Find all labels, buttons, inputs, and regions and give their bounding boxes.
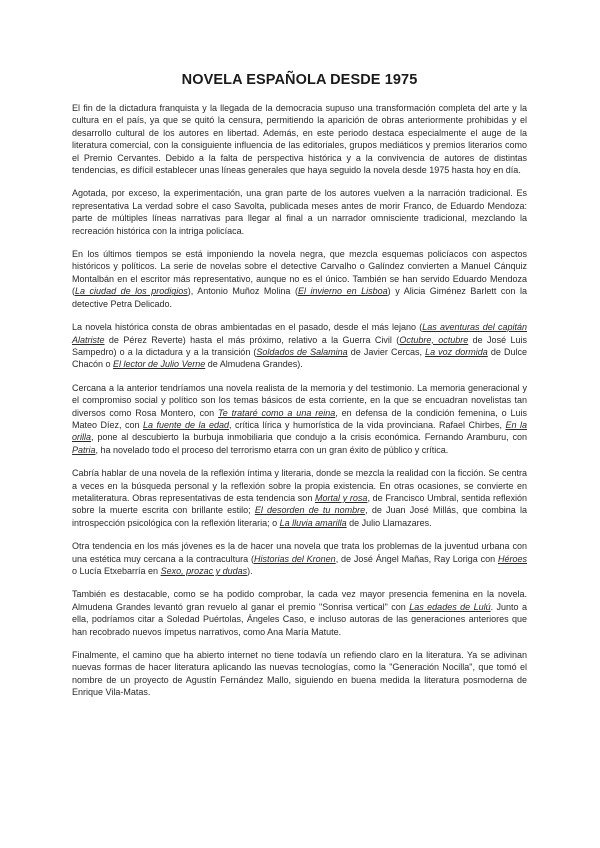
book-title-link[interactable]: Te trataré como a una reina [218,407,336,418]
paragraph-text: La novela histórica consta de obras ambientadas en el pasado, desde el más lejano ( [72,322,423,333]
paragraph-text: ) y Alicia Giménez Barlett con la detective Petra Delicado. [72,286,527,309]
book-title-link[interactable]: Soldados de Salamina [256,346,348,357]
paragraph-text: de José Luis Sampedro) o a la dictadura y a la transición ( [72,334,527,357]
paragraph-text: Otra tendencia en los más jóvenes es la de hacer una novela que trata los problemas de la juventud urbana con una estética muy cercana a la contracultura ( [72,541,527,564]
book-title-link[interactable]: La fuente de la edad [143,419,230,430]
paragraph-text: En los últimos tiempos se está imponiendo la novela negra, que mezcla esquemas policíacos con aspectos históricos y políticos. La serie de novelas sobre el detective Carvalho o Galíndez convierten a Manuel Cánquiz Montalbán en el escritor más representativo, aunque no es el único. También se han servido Eduardo Mendoza ( [72,249,527,297]
paragraph-text: , en defensa de la condición femenina, o Luis Mateo Díez, con [72,407,528,430]
paragraph-text: Cabría hablar de una novela de la reflexión íntima y literaria, donde se mezcla la realidad con la ficción. Se centra a veces en la búsqueda personal y la reflexión sobre la propia existencia. En otras ocasiones, se convierte en metaliteratura. Obras representativas de esta tendencia son [72,468,527,503]
book-title-link[interactable]: Patria [72,444,96,455]
paragraph-text: de Julio Llamazares. [346,517,432,528]
paragraph-text: Agotada, por exceso, la experimentación, una gran parte de los autores vuelven a la narración tradicional. Es representativa La verdad sobre el caso Savolta, publicada meses antes de morir Franco, de Eduardo Mendoza: parte de múltiples líneas narrativas para llegar al final a un narrador omnisciente tradicional, mezclando la recreación histórica con la intriga policíaca. [72,188,527,236]
book-title-link[interactable]: El desorden de tu nombre [254,505,366,516]
paragraph [72,321,527,371]
book-title-link[interactable]: Historias del Kronen [253,553,336,564]
paragraph-text: ). [247,566,253,576]
paragraph-text: ), Antonio Muñoz Molina ( [187,286,298,297]
book-title-link[interactable]: Héroes [498,553,528,564]
book-title-link[interactable]: Las edades de Lulú [409,601,491,612]
book-title-link[interactable]: La ciudad de los prodigios [75,286,188,297]
paragraph-text: . Junto a ella, podríamos citar a Soledad Puértolas, Ángeles Caso, e incluso autoras de las generaciones anteriores que han recobrado nuevos ímpetus narrativos, como Ana María Matute. [72,601,527,637]
paragraph-text: , de Juan José Millás, que combina la introspección psicológica con la reflexión literaria; o [72,505,527,528]
paragraph-text: o Lucía Etxebarría en [72,566,161,576]
book-title-link[interactable]: En la orilla [72,419,527,443]
paragraph [72,248,527,310]
paragraph-text: , ha novelado todo el proceso del terrorismo etarra con un gran éxito de público y crítica. [95,444,449,455]
book-title-link[interactable]: La voz dormida [425,346,488,357]
book-title-link[interactable]: El lector de Julio Verne [113,359,206,370]
paragraph-text: de Pérez Reverte) hasta el más próximo, relativo a la Guerra Civil ( [104,334,400,345]
paragraph [72,382,527,456]
document-page [72,72,527,699]
paragraph [72,588,527,638]
page-title: NOVELA ESPAÑOLA DESDE 1975 [181,72,418,88]
paragraph [72,102,527,176]
paragraph-text: , crítica lírica y humorística de la vida provinciana. Rafael Chirbes, [229,419,506,430]
paragraph [72,649,527,699]
paragraph-text: , de José Ángel Mañas, Ray Loriga con [335,553,498,564]
book-title-link[interactable]: La lluvia amarilla [279,517,347,528]
paragraph [72,540,527,577]
book-title-link[interactable]: Octubre, octubre [399,334,469,345]
paragraph-text: El fin de la dictadura franquista y la llegada de la democracia supuso una transformación completa del arte y la cultura en el país, ya que se quitó la censura, permitiendo la aparición de obras anteriormente prohibidas y el desarrollo cultural de los autores en libertad. Además, en este periodo destaca especialmente el auge de la literatura comercial, con la consiguiente influencia de las editoriales, grupos mediáticos y premios literarios como el Premio Cervantes. Debido a la falta de perspectiva histórica y a la convivencia de autores de distintas tendencias, es difícil establecer unas líneas generales que haya seguido la novela desde 1975 hasta hoy en día. [72,103,527,176]
paragraph-text: También es destacable, como se ha podido comprobar, la cada vez mayor presencia femenina en la novela. Almudena Grandes levantó gran revuelo al ganar el premio "Sonrisa vertical" con [72,589,527,612]
paragraph-text: , pone al descubierto la burbuja inmobiliaria que condujo a la crisis económica. Fernando Aramburu, con [91,432,527,443]
paragraph [72,467,527,529]
paragraph-text: de Javier Cercas, [347,346,426,357]
paragraph-text: de Almudena Grandes). [205,359,303,370]
paragraph [72,187,527,237]
book-title-link[interactable]: Mortal y rosa [315,492,368,503]
book-title-link[interactable]: Las aventuras del capitán Alatriste [72,322,527,345]
book-title-link[interactable]: Sexo, prozac y dudas [160,566,248,576]
book-title-link[interactable]: El invierno en Lisboa [297,286,388,297]
body-text [72,102,527,699]
paragraph-text: Finalmente, el camino que ha abierto internet no tiene todavía un refiendo claro en la literatura. Ya se adivinan nuevas formas de hacer literatura aplicando las nuevas tecnologías, como la "Generación Nocilla", que tomó el nombre de un proyecto de Agustín Fernández Mallo, siguiendo en buena medida la literatura posmoderna de Enrique Vila-Matas. [72,650,527,698]
paragraph-text: , de Francisco Umbral, sentida reflexión sobre la muerte escrita con brillante estilo; [72,492,528,516]
paragraph-text: Cercana a la anterior tendríamos una novela realista de la memoria y del testimonio. La memoria generacional y el compromiso social y político son los temas básicos de esta corriente, en la que se encuadran novelistas tan diversos como Rosa Montero, con [72,382,527,418]
paragraph-text: de Dulce Chacón o [72,346,528,370]
